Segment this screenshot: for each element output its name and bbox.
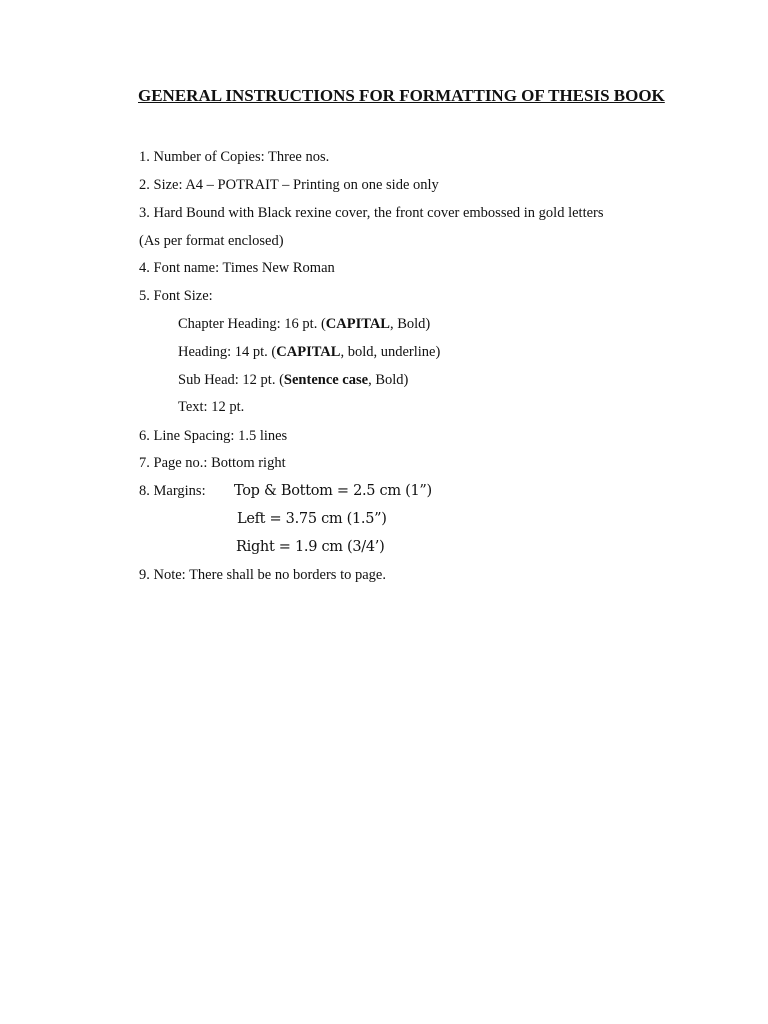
item-font-size: 5. Font Size: bbox=[139, 288, 213, 304]
sub-item-sub-head bbox=[178, 371, 408, 389]
item-note: 9. Note: There shall be no borders to page. bbox=[139, 567, 386, 583]
margin-right: Right = 1.9 cm (3/4’) bbox=[236, 539, 385, 555]
heading-bold: CAPITAL bbox=[276, 344, 341, 360]
chapter-heading-bold: CAPITAL bbox=[325, 316, 390, 332]
item-line-spacing: 6. Line Spacing: 1.5 lines bbox=[139, 428, 288, 444]
item-margins-label: 8. Margins: bbox=[139, 483, 206, 499]
item-copies: 1. Number of Copies: Three nos. bbox=[139, 149, 330, 165]
chapter-heading-text: Chapter Heading: 16 pt. ( bbox=[178, 316, 326, 332]
page-title: GENERAL INSTRUCTIONS FOR FORMATTING OF THESIS BOOK bbox=[138, 86, 665, 105]
item-binding: 3. Hard Bound with Black rexine cover, the front cover embossed in gold letters bbox=[139, 205, 604, 221]
item-size: 2. Size: A4 – POTRAIT – Printing on one side only bbox=[139, 177, 439, 193]
sub-head-text: Sub Head: 12 pt. ( bbox=[178, 372, 284, 388]
margin-left: Left = 3.75 cm (1.5”) bbox=[237, 511, 387, 527]
sub-item-chapter-heading bbox=[178, 315, 430, 333]
sub-item-heading bbox=[178, 343, 440, 361]
heading-text: Heading: 14 pt. ( bbox=[178, 344, 277, 360]
chapter-heading-rest: , Bold) bbox=[389, 316, 431, 332]
item-page-no: 7. Page no.: Bottom right bbox=[139, 455, 286, 471]
item-font-name: 4. Font name: Times New Roman bbox=[139, 260, 335, 276]
margin-top-bottom: Top & Bottom = 2.5 cm (1”) bbox=[234, 483, 432, 499]
item-binding-note: (As per format enclosed) bbox=[139, 233, 284, 249]
heading-rest: , bold, underline) bbox=[340, 344, 441, 360]
sub-head-rest: , Bold) bbox=[368, 372, 409, 388]
sub-head-bold: Sentence case bbox=[283, 372, 369, 388]
sub-item-text: Text: 12 pt. bbox=[178, 399, 245, 415]
